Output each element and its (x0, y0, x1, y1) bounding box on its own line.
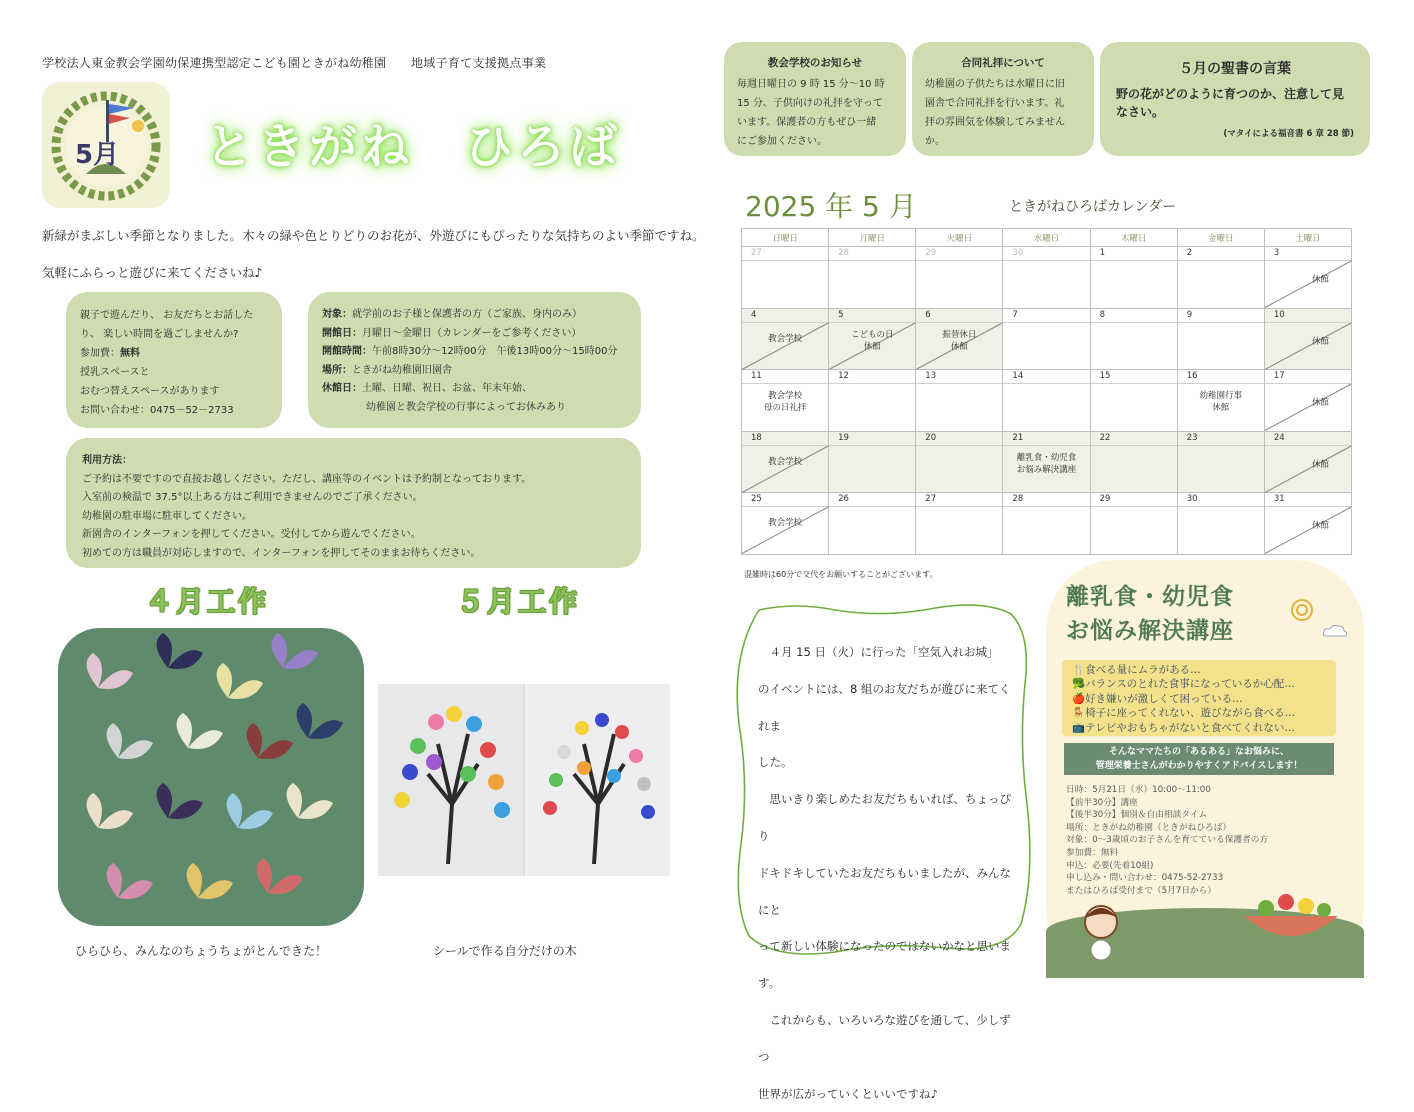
story-text (758, 634, 1012, 1112)
info-line: り、 楽しい時間を過ごしませんか? (80, 329, 239, 340)
bible-reference: (マタイによる福音書 6 章 28 節) (1223, 129, 1354, 139)
april-caption: ひらひら、みんなのちょうちょがとんできた！ (75, 944, 328, 958)
calendar-day: 21 離乳食・幼児食 お悩み解決講座 (1003, 431, 1090, 493)
open-days-line: 開館日：月曜日～金曜日（カレンダーをご参考ください） (322, 327, 582, 339)
closed-label: 休館 (1311, 521, 1329, 531)
event-label: 離乳食・幼児食 お悩み解決講座 (1016, 452, 1077, 475)
notice-line: 15 分、子供向けの礼拝を守って (737, 98, 883, 109)
closed-slash (1265, 507, 1351, 554)
concern-item: 📺テレビやおもちゃがないと食べてくれない… (1072, 721, 1295, 734)
weekday-header: 日曜日 (742, 229, 829, 247)
usage-line: ご予約は不要ですので直接お越しください。ただし、講座等のイベントは予約制となっております。 (82, 473, 532, 485)
page-title: ときがね ひろば (205, 119, 622, 175)
notice-title: 合同礼拝について (961, 57, 1045, 69)
weekday-header: 水曜日 (1003, 229, 1090, 247)
intro-text-1: 新緑がまぶしい季節となりました。木々の緑や色とりどりのお花が、外遊びにもぴったりな気持ちのよい季節ですね。 (42, 228, 705, 243)
calendar-table (741, 228, 1352, 555)
target-line: 対象：就学前のお子様と保護者の方（ご家族、身内のみ） (322, 309, 582, 320)
bible-verse-line: 野の花がどのように育つのか、注意して見 (1116, 87, 1345, 101)
sticker-tree-photo (378, 684, 670, 876)
concerns-list (1062, 660, 1336, 736)
calendar-day: 29 (916, 247, 1003, 309)
story-line: ４月 15 日（火）に行った「空気入れお城」 (758, 645, 999, 659)
closed-line: 休館日：土曜、日曜、祝日、お盆、年末年始、 (322, 383, 532, 394)
calendar-week (742, 370, 1352, 432)
story-line: 世界が広がっていくといいですね♪ (758, 1086, 938, 1101)
crowd-note: 混雑時は60分で交代をお願いすることがございます。 (744, 570, 938, 579)
calendar-week (742, 247, 1352, 309)
intro-text-2: 気軽にふらっと遊びに来てくださいね♪ (42, 265, 263, 280)
usage-heading: 利用方法： (82, 455, 132, 466)
bible-verse-line: なさい。 (1116, 105, 1165, 119)
notice-title: 教会学校のお知らせ (767, 57, 863, 69)
calendar-day: 25 教会学校 (742, 493, 829, 555)
closed-slash (1265, 323, 1351, 370)
calendar-day: 10 休館 (1264, 308, 1351, 370)
weekday-header: 木曜日 (1090, 229, 1177, 247)
event-label: 教会学校 (768, 333, 803, 344)
calendar-day: 12 (829, 370, 916, 432)
event-label: 教会学校 母の日礼拝 (763, 391, 807, 413)
notice-line: 拝の雰囲気を体験してみません (925, 117, 1065, 128)
detail-line: 場所：ときがね幼稚園（ときがねひろば） (1066, 822, 1232, 833)
calendar-day: 30 (1003, 247, 1090, 309)
event-label: 振替休日 休館 (942, 329, 977, 352)
bible-verse-box (1100, 42, 1370, 156)
butterfly-photo (58, 628, 364, 926)
calendar-year-month: 2025 年 5 月 (745, 190, 917, 223)
closed-line-2: 幼稚園と教会学校の行事によってお休みあり (366, 401, 566, 413)
event-label: 教会学校 (768, 456, 803, 467)
tree-icon (378, 684, 670, 876)
calendar-day: 17 休館 (1264, 370, 1351, 432)
detail-line: 申込：必要(先着10組) (1066, 860, 1154, 871)
closed-slash (742, 446, 828, 493)
story-line: ドキドキしていたお友だちもいましたが、みんなにと (758, 865, 1011, 917)
calendar-week (742, 493, 1352, 555)
calendar-day: 28 (1003, 493, 1090, 555)
sun-icon (1282, 590, 1322, 630)
calendar-day: 20 (916, 431, 1003, 493)
calendar-day: 26 (829, 493, 916, 555)
closed-label: 休館 (1311, 336, 1329, 347)
closed-slash (1265, 384, 1351, 431)
fee-line: 参加費：無料 (80, 348, 140, 359)
calendar-day: 14 (1003, 370, 1090, 432)
calendar-day: 28 (829, 247, 916, 309)
usage-line: 幼稚園の駐車場に駐車してください。 (82, 510, 252, 522)
calendar-day: 4 教会学校 (742, 308, 829, 370)
closed-slash (1265, 261, 1351, 308)
story-line: って新しい体験になったのではないかなと思います。 (758, 939, 1011, 991)
calendar-day: 30 (1177, 493, 1264, 555)
closed-slash (742, 323, 828, 370)
notice-line: います。保護者の方もぜひ一緒 (737, 117, 877, 128)
concern-item: 🍴食べる量にムラがある… (1072, 664, 1201, 676)
info-line: 親子で遊んだり、 お友だちとお話した (80, 310, 254, 321)
calendar-day: 15 (1090, 370, 1177, 432)
calendar-day: 16 幼稚園行事 休館 (1177, 370, 1264, 432)
detail-line: 【後半30分】個別＆自由相談タイム (1066, 810, 1208, 821)
may-logo (42, 82, 170, 208)
calendar-day: 3 休館 (1264, 247, 1351, 309)
calendar-week (742, 431, 1352, 493)
calendar-day: 24 休館 (1264, 431, 1351, 493)
story-line: これからも、いろいろな遊びを通して、少しずつ (758, 1012, 1011, 1064)
notice-line: 毎週日曜日の 9 時 15 分～10 時 (737, 79, 885, 90)
may-craft-title: ５月工作 (456, 585, 581, 618)
detail-line: 参加費：無料 (1066, 847, 1119, 858)
may-caption: シールで作る自分だけの木 (433, 944, 577, 958)
info-box-left (66, 292, 282, 428)
cloud-icon (1322, 624, 1348, 638)
calendar-name: ときがねひろばカレンダー (1009, 199, 1177, 215)
weekday-header: 土曜日 (1264, 229, 1351, 247)
concern-item: 🪑椅子に座ってくれない、遊びながら食べる… (1072, 707, 1296, 720)
calendar-header-row (742, 229, 1352, 247)
event-label: こどもの日 休館 (850, 329, 894, 352)
april-craft-title: ４月工作 (145, 585, 270, 618)
concern-item: 🥦バランスのとれた食事になっているか心配… (1072, 678, 1295, 691)
closed-label: 休館 (1311, 275, 1329, 285)
calendar-day: 9 (1177, 308, 1264, 370)
closed-slash (742, 507, 828, 554)
contact-line: お問い合わせ：0475－52－2733 (80, 405, 234, 416)
notice-line: にご参加ください。 (737, 136, 827, 147)
calendar-day: 6 振替休日 休館 (916, 308, 1003, 370)
detail-line: 対象：0～3歳頃のお子さんを育てている保護者の方 (1066, 835, 1269, 846)
place-line: 場所：ときがね幼稚園旧園舎 (322, 364, 452, 376)
closed-label: 休館 (1311, 459, 1329, 470)
story-line: のイベントには、8 組のお友だちが遊びに来てくれま (758, 681, 1011, 733)
calendar-day: 27 (916, 493, 1003, 555)
calendar-day: 23 (1177, 431, 1264, 493)
story-line: した。 (758, 755, 793, 770)
calendar-day: 11 教会学校 母の日礼拝 (742, 370, 829, 432)
usage-line: 初めての方は職員が対応しますので、インターフォンを押してそのままお待ちください。 (82, 547, 481, 559)
food-bowl-icon (1236, 886, 1346, 956)
event-label: 幼稚園行事 休館 (1199, 391, 1243, 413)
calendar-day: 29 (1090, 493, 1177, 555)
child-icon (1076, 900, 1126, 960)
calendar-week (742, 308, 1352, 370)
notice-line: 幼稚園の子供たちは水曜日に旧 (925, 79, 1065, 90)
calendar-day: 7 (1003, 308, 1090, 370)
detail-line: 日時：5月21日（水）10:00～11:00 (1066, 785, 1211, 795)
usage-box (66, 438, 641, 568)
story-line: 思いきり楽しめたお友だちもいれば、ちょっぴり (758, 792, 1011, 843)
calendar-day: 13 (916, 370, 1003, 432)
usage-line: 新園舎のインターフォンを押してください。受付してから遊んでください。 (82, 529, 421, 541)
notice-line: か。 (925, 136, 945, 147)
lecture-details (1066, 784, 1268, 897)
detail-line: 【前半30分】講座 (1066, 797, 1138, 808)
lecture-flyer (1046, 560, 1364, 978)
info-line: おむつ替えスペースがあります (80, 386, 220, 397)
organization-line: 学校法人東金教会学園幼保連携型認定こども園ときがね幼稚園 地域子育て支援拠点事業 (42, 56, 547, 70)
closed-label: 休館 (1311, 398, 1329, 408)
calendar-day: 1 (1090, 247, 1177, 309)
calendar-day: 8 (1090, 308, 1177, 370)
concern-item: 🍎好き嫌いが激しくて困っている… (1072, 692, 1243, 705)
usage-line: 入室前の検温で 37.5°以上ある方はご利用できませんのでご了承ください。 (82, 492, 423, 504)
advice-banner: そんなママたちの「あるある」なお悩みに、 管理栄養士さんがわかりやすくアドバイスします！ (1064, 743, 1334, 775)
detail-line: またはひろば受付まで（5月7日から） (1066, 885, 1217, 896)
month-badge: 5月 (75, 140, 120, 170)
lecture-title: 離乳食・幼児食 お悩み解決講座 (1066, 584, 1234, 644)
calendar-day: 27 (742, 247, 829, 309)
calendar-day: 18 教会学校 (742, 431, 829, 493)
church-school-notice (724, 42, 906, 156)
calendar-day: 22 (1090, 431, 1177, 493)
weekday-header: 金曜日 (1177, 229, 1264, 247)
calendar-day: 19 (829, 431, 916, 493)
weekday-header: 月曜日 (829, 229, 916, 247)
calendar-day: 31 休館 (1264, 493, 1351, 555)
butterfly-icon (58, 628, 364, 926)
notice-line: 園舎で合同礼拝を行います。礼 (925, 98, 1065, 109)
hours-line: 開館時間：午前8時30分～12時00分 午後13時00分～15時00分 (322, 346, 618, 357)
joint-worship-notice (912, 42, 1094, 156)
calendar-day: 5 こどもの日 休館 (829, 308, 916, 370)
info-box-right (308, 292, 641, 428)
event-label: 教会学校 (768, 518, 803, 528)
closed-slash (1265, 446, 1351, 493)
weekday-header: 火曜日 (916, 229, 1003, 247)
bible-title: ５月の聖書の言葉 (1179, 61, 1291, 77)
calendar-day: 2 (1177, 247, 1264, 309)
detail-line: 申し込み・問い合わせ：0475-52-2733 (1066, 873, 1224, 884)
info-line: 授乳スペースと (80, 367, 150, 378)
